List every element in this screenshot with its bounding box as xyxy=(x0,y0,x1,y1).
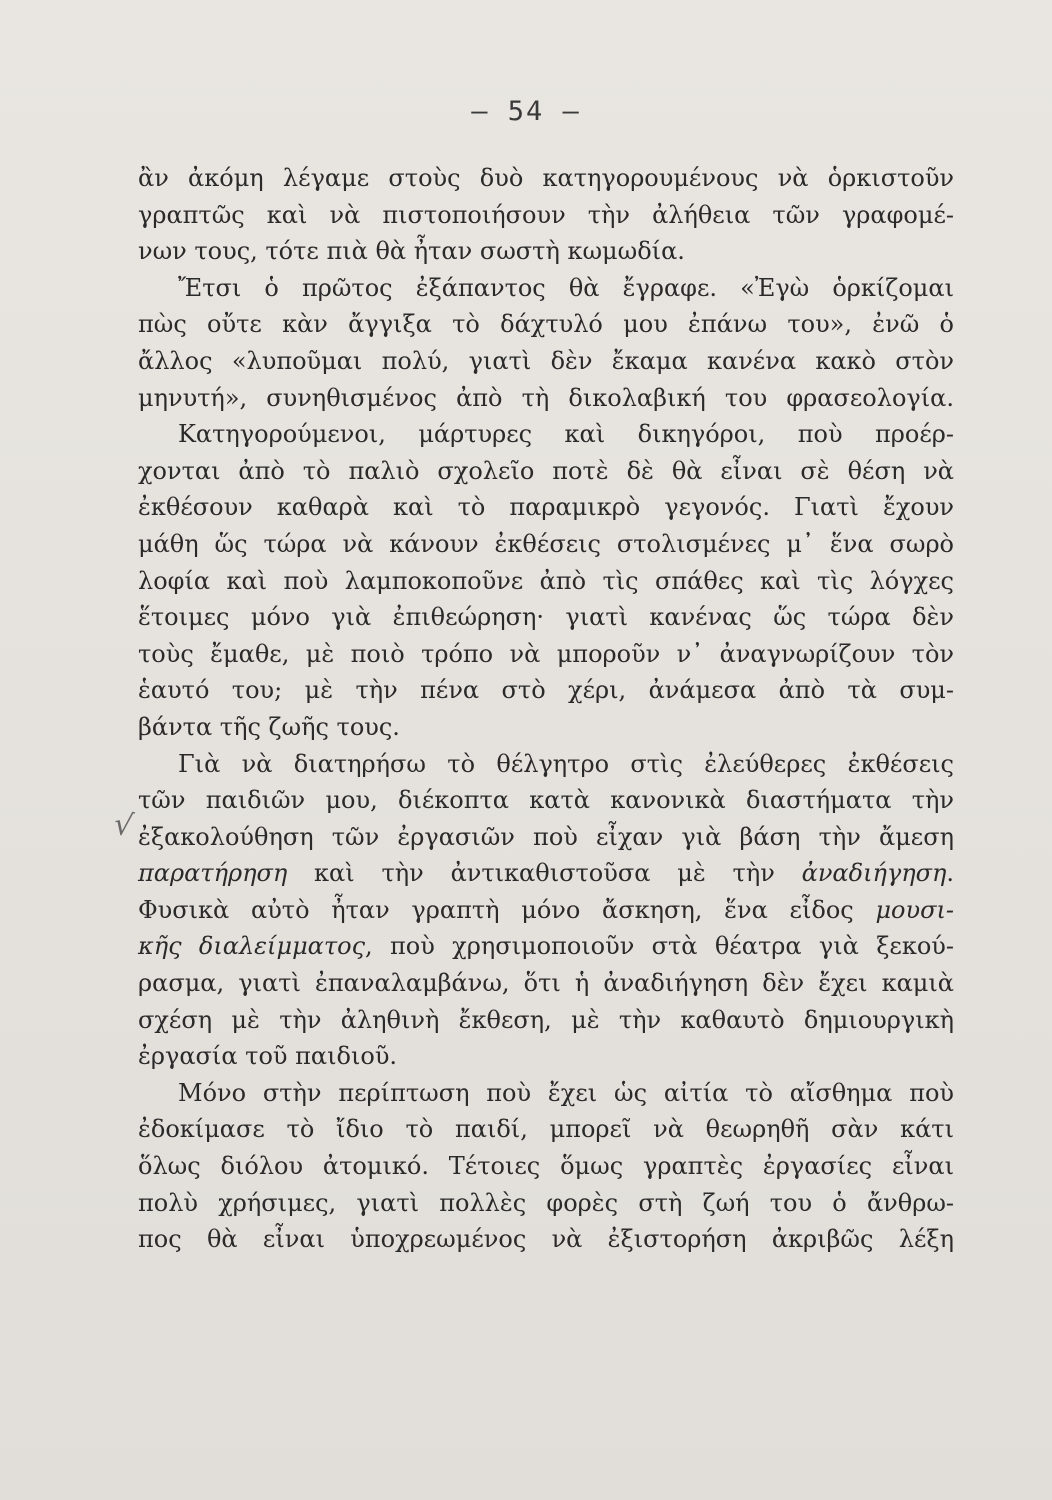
text-line: παρατήρηση καὶ τὴν ἀντικαθιστοῦσα μὲ τὴν ἀναδιήγηση. xyxy=(138,859,954,888)
text-line: Φυσικὰ αὐτὸ ἦταν γραπτὴ μόνο ἄσκηση, ἕνα εἶδος μουσι- xyxy=(138,895,954,924)
text-line: ἐκθέσουν καθαρὰ καὶ τὸ παραμικρὸ γεγονός. Γιατὶ ἔχουν xyxy=(138,493,954,522)
text-line: λοφία καὶ ποὺ λαμποκοποῦνε ἀπὸ τὶς σπάθες καὶ τὶς λόγχες xyxy=(138,566,954,595)
text-line: μάθη ὥς τώρα νὰ κάνουν ἐκθέσεις στολισμένες μ᾽ ἕνα σωρὸ xyxy=(138,529,954,558)
text-line: ἕτοιμες μόνο γιὰ ἐπιθεώρηση· γιατὶ κανένας ὥς τώρα δὲν xyxy=(138,603,954,632)
text-line: χονται ἀπὸ τὸ παλιὸ σχολεῖο ποτὲ δὲ θὰ εἶναι σὲ θέση νὰ xyxy=(138,456,954,485)
text-line: ἐδοκίμασε τὸ ἴδιο τὸ παιδί, μπορεῖ νὰ θεωρηθῆ σὰν κάτι xyxy=(138,1115,954,1144)
margin-check-mark: √ xyxy=(111,806,136,845)
text-line: νων τους, τότε πιὰ θὰ ἦταν σωστὴ κωμωδία. xyxy=(138,237,685,266)
text-line: ρασμα, γιατὶ ἐπαναλαμβάνω, ὅτι ἡ ἀναδιήγηση δὲν ἔχει καμιὰ xyxy=(138,969,954,998)
text-line: Γιὰ νὰ διατηρήσω τὸ θέλγητρο στὶς ἐλεύθερες ἐκθέσεις xyxy=(178,749,954,778)
text-line: τοὺς ἔμαθε, μὲ ποιὸ τρόπο νὰ μποροῦν ν᾽ ἀναγνωρίζουν τὸν xyxy=(138,639,954,668)
text-line: ἂν ἀκόμη λέγαμε στοὺς δυὸ κατηγορουμένους νὰ ὁρκιστοῦν xyxy=(138,164,954,192)
page-number: — 54 — xyxy=(471,96,581,127)
body-text xyxy=(138,160,954,1258)
text-line: γραπτῶς καὶ νὰ πιστοποιήσουν τὴν ἀλήθεια τῶν γραφομέ- xyxy=(138,200,954,229)
text-line: ἐργασία τοῦ παιδιοῦ. xyxy=(138,1042,398,1071)
text-line: τῶν παιδιῶν μου, διέκοπτα κατὰ κανονικὰ διαστήματα τὴν xyxy=(138,786,954,815)
text-line: Μόνο στὴν περίπτωση ποὺ ἔχει ὡς αἰτία τὸ αἴσθημα ποὺ xyxy=(178,1078,954,1107)
text-line: Ἔτσι ὁ πρῶτος ἐξάπαντος θὰ ἔγραφε. «Ἐγὼ ὁρκίζομαι xyxy=(178,273,954,302)
text-line: ἄλλος «λυποῦμαι πολύ, γιατὶ δὲν ἔκαμα κανένα κακὸ στὸν xyxy=(138,346,954,375)
text-line: Κατηγορούμενοι, μάρτυρες καὶ δικηγόροι, ποὺ προέρ- xyxy=(178,420,954,449)
text-line: σχέση μὲ τὴν ἀληθινὴ ἔκθεση, μὲ τὴν καθαυτὸ δημιουργικὴ xyxy=(138,1005,954,1034)
text-line: ἑαυτό του; μὲ τὴν πένα στὸ χέρι, ἀνάμεσα ἀπὸ τὰ συμ- xyxy=(138,676,954,705)
text-line: μηνυτή», συνηθισμένος ἀπὸ τὴ δικολαβική του φρασεολογία. xyxy=(138,383,954,412)
text-line: ὅλως διόλου ἀτομικό. Τέτοιες ὅμως γραπτὲς ἐργασίες εἶναι xyxy=(138,1152,954,1181)
text-line: πὼς οὔτε κὰν ἄγγιξα τὸ δάχτυλό μου ἐπάνω του», ἐνῶ ὁ xyxy=(138,310,954,339)
text-line: κῆς διαλείμματος, ποὺ χρησιμοποιοῦν στὰ θέατρα γιὰ ξεκού- xyxy=(138,932,954,961)
text-line: πολὺ χρήσιμες, γιατὶ πολλὲς φορὲς στὴ ζωή του ὁ ἄνθρω- xyxy=(138,1188,954,1217)
text-line: βάντα τῆς ζωῆς τους. xyxy=(138,712,400,741)
text-line: πος θὰ εἶναι ὑποχρεωμένος νὰ ἐξιστορήση ἀκριβῶς λέξη xyxy=(138,1225,954,1254)
text-line: ἐξακολούθηση τῶν ἐργασιῶν ποὺ εἶχαν γιὰ βάση τὴν ἄμεση xyxy=(138,822,954,851)
